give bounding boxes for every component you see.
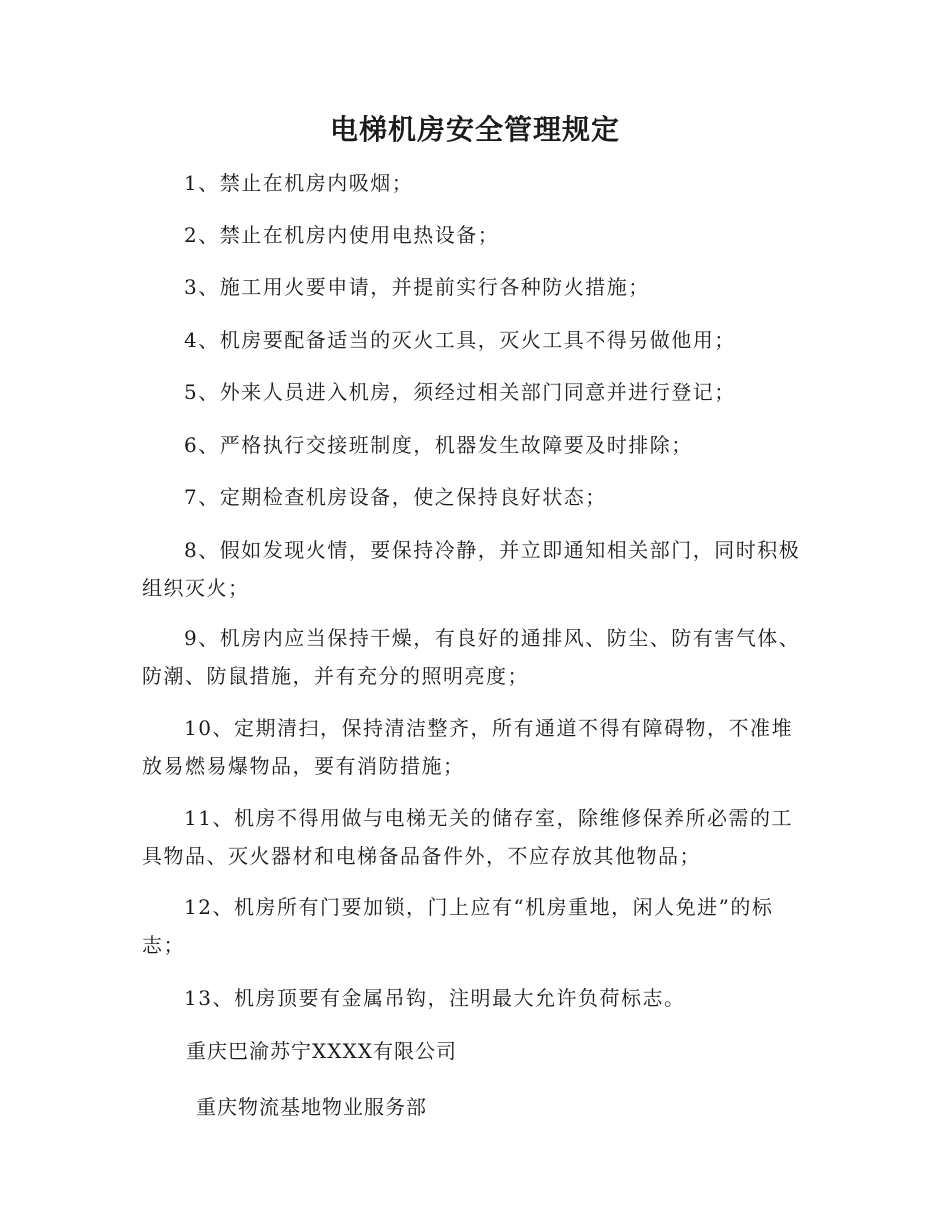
- clause-4: 4、机房要配备适当的灭火工具，灭火工具不得另做他用；: [184, 328, 736, 352]
- clause-8: 8、假如发现火情，要保持冷静，并立即通知相关部门，同时积极组织灭火；: [142, 538, 801, 600]
- company-name: 重庆巴渝苏宁XXXX有限公司: [186, 1039, 457, 1063]
- document-title: 电梯机房安全管理规定: [329, 113, 620, 146]
- clause-6: 6、严格执行交接班制度，机器发生故障要及时排除；: [184, 433, 693, 457]
- clause-10: 10、定期清扫，保持清洁整齐，所有通道不得有障碍物，不准堆放易燃易爆物品，要有消防措施；: [142, 716, 793, 778]
- department-name: 重庆物流基地物业服务部: [196, 1095, 427, 1119]
- clause-3: 3、施工用火要申请，并提前实行各种防火措施；: [184, 275, 650, 299]
- clause-13: 13、机房顶要有金属吊钩，注明最大允许负荷标志。: [184, 986, 686, 1010]
- clause-5: 5、外来人员进入机房，须经过相关部门同意并进行登记；: [184, 380, 736, 404]
- clause-1: 1、禁止在机房内吸烟；: [184, 171, 414, 195]
- clause-2: 2、禁止在机房内使用电热设备；: [184, 223, 500, 247]
- clause-12: 12、机房所有门要加锁，门上应有“机房重地，闲人免进”的标志；: [142, 895, 774, 957]
- clause-11: 11、机房不得用做与电梯无关的储存室，除维修保养所必需的工具物品、灭火器材和电梯备品备件外，不应存放其他物品；: [142, 806, 793, 868]
- clause-7: 7、定期检查机房设备，使之保持良好状态；: [184, 485, 607, 509]
- clause-9: 9、机房内应当保持干燥，有良好的通排风、防尘、防有害气体、防潮、防鼠措施，并有充分的照明亮度；: [142, 626, 801, 688]
